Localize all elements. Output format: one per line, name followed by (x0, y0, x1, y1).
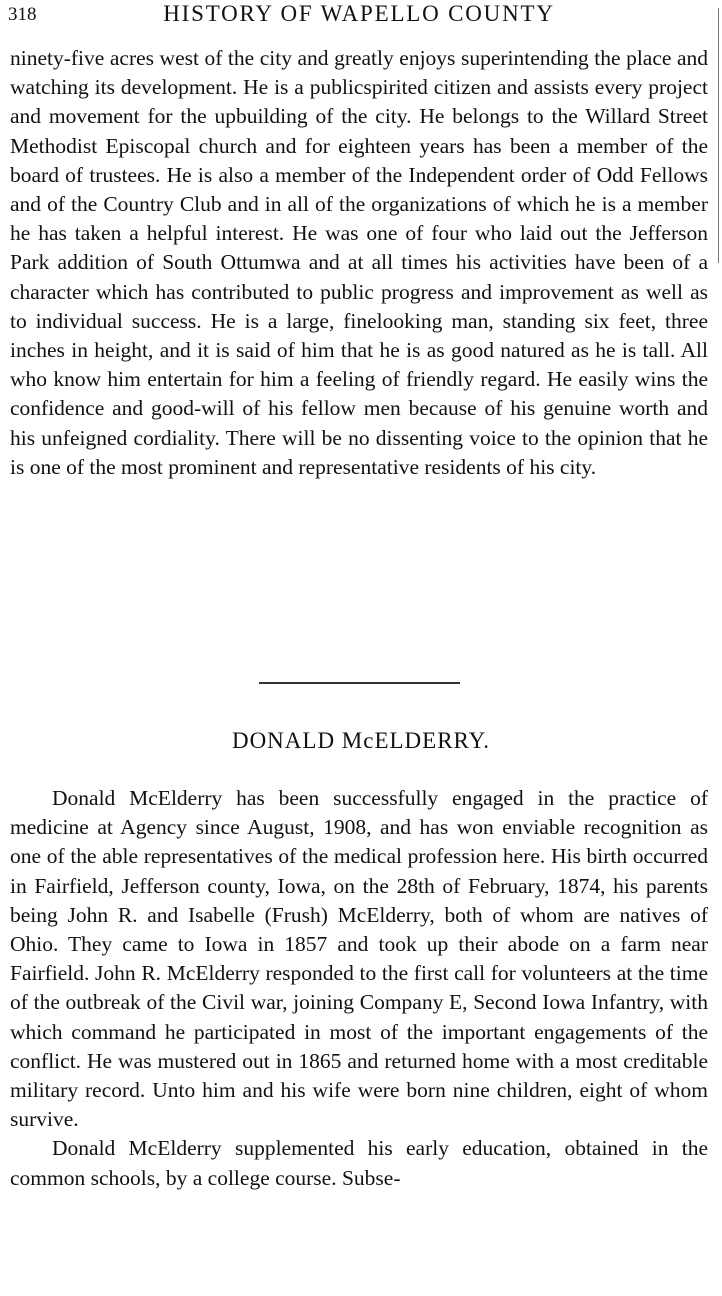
running-head (8, 0, 710, 30)
section-heading: DONALD McELDERRY. (231, 728, 491, 753)
margin-rule (718, 8, 719, 263)
body-paragraph: Donald McElderry has been successfully engaged in the practice of medicine at Agency since August, 1908, and has won enviable recognition as one of the able representatives of the medical profession here. His birth occurred in Fairfield, Jefferson county, Iowa, on the 28th of February, 1874, his parents being John R. and Isabelle (Frush) McElderry, both of whom are natives of Ohio. They came to Iowa in 1857 and took up their abode on a farm near Fairfield. John R. McElderry responded to the first call for volunteers at the time of the outbreak of the Civil war, joining Company E, Second Iowa Infantry, with which command he participated in most of the important engagements of the conflict. He was mustered out in 1865 and returned home with a most creditable military record. Unto him and his wife were born nine children, eight of whom survive. (10, 786, 708, 1132)
running-title: HISTORY OF WAPELLO COUNTY (163, 1, 555, 26)
body-paragraph: Donald McElderry supplemented his early education, obtained in the common schools, by a college course. Subse- (10, 1136, 708, 1190)
section-body (10, 784, 708, 1193)
page-number: 318 (8, 4, 37, 25)
continued-paragraph: ninety-five acres west of the city and greatly enjoys superintending the place and watching its development. He is a publicspirited citizen and assists every project and movement for the upbuilding of the city. He belongs to the Willard Street Methodist Episcopal church and for eighteen years has been a member of the board of trustees. He is also a member of the Independent order of Odd Fellows and of the Country Club and in all of the organizations of which he is a member he has taken a helpful interest. He was one of four who laid out the Jefferson Park addition of South Ottumwa and at all times his activities have been of a character which has contributed to public progress and improvement as well as to individual success. He is a large, finelooking man, standing six feet, three inches in height, and it is said of him that he is as good natured as he is tall. All who know him entertain for him a feeling of friendly regard. He easily wins the confidence and good-will of his fellow men because of his genuine worth and his unfeigned cordiality. There will be no dissenting voice to the opinion that he is one of the most prominent and representative residents of his city. (10, 46, 708, 479)
section-separator (259, 682, 460, 684)
